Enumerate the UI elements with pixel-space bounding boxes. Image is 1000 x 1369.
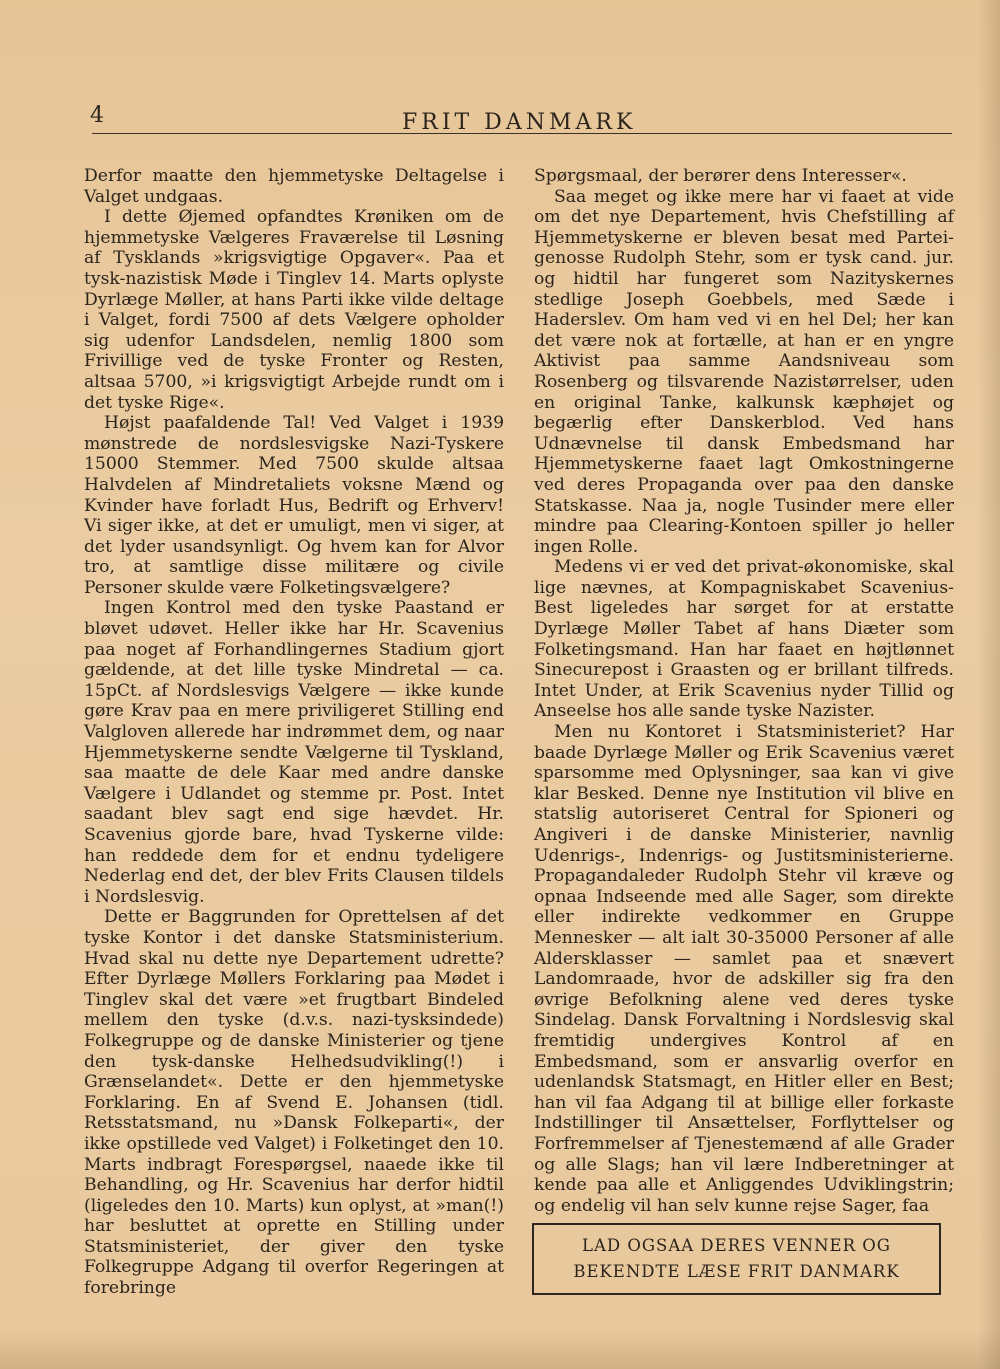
page-number: 4: [90, 103, 104, 128]
masthead-title: FRIT DANMARK: [402, 110, 637, 135]
right-column: [534, 166, 954, 1216]
paragraph: Højst paafaldende Tal! Ved Valget i 1939 mønstrede de nordslesvigske Nazi-Tyskere 15000 Stemmer. Med 7500 skulde altsaa Halvdelen af Mindretaliets voksne Mænd og Kvinder have forladt Hus, Bedrift og Erhverv! Vi siger ikke, at det er umuligt, men vi siger, at det lyder usandsynligt. Og hvem kan for Alvor tro, at samtlige disse militære og civile Personer skulde være Folketingsvælgere?: [84, 413, 504, 598]
paragraph: Spørgsmaal, der berører dens Interesser«.: [534, 166, 907, 186]
notice-line-1: LAD OGSAA DERES VENNER OG: [582, 1236, 891, 1255]
paragraph: Men nu Kontoret i Statsministeriet? Har baade Dyrlæge Møller og Erik Scavenius været sparsomme med Oplysninger, saa kan vi give klar Besked. Denne nye Institution vil blive en statslig autoriseret Central for Spioneri og Angiveri i de danske Ministerier, navnlig Udenrigs-, Indenrigs- og Justitsministerierne. Propagandaleder Rudolph Stehr vil kræve og opnaa Indseende med alle Sager, som direkte eller indirekte vedkommer en Gruppe Mennesker — alt ialt 30-35000 Personer af alle Aldersklasser — samlet paa et snævert Landomraade, hvor de adskiller sig fra den øvrige Befolkning alene ved deres tyske Sindelag. Dansk Forvaltning i Nordslesvig skal fremtidig undergives Kontrol af en Embedsmand, som er ansvarlig overfor en udenlandsk Statsmagt, en Hitler eller en Best; han vil faa Adgang til at billige eller forkaste Indstillinger til Ansættelser, Forflyttelser og Forfremmelser af Tjenestemænd af alle Grader og alle Slags; han vil lære Indberetninger at kende paa alle et Anliggendes Udviklingstrin; og endelig vil han selv kunne rejse Sager, faa: [534, 722, 954, 1216]
page-bottom-shadow: [0, 1329, 1000, 1369]
paragraph: Ingen Kontrol med den tyske Paastand er bløvet udøvet. Heller ikke har Hr. Scavenius paa noget af Forhandlingernes Stadium gjort gældende, at det lille tyske Mindretal — ca. 15pCt. af Nordslesvigs Vælgere — ikke kunde gøre Krav paa en mere priviligeret Stilling end Valgloven allerede har indrømmet dem, og naar Hjemmetyskerne sendte Vælgerne til Tyskland, saa maatte de dele Kaar med andre danske Vælgere i Udlandet og stemme pr. Post. Intet saadant blev sagt end sige hævdet. Hr. Scavenius gjorde bare, hvad Tyskerne vilde: han reddede dem for et endnu tydeligere Nederlag end det, der blev Frits Clausen tildels i Nordslesvig.: [84, 598, 504, 907]
paragraph: I dette Øjemed opfandtes Krøniken om de hjemmetyske Vælgeres Fraværelse til Løsning af Tysklands »krigsvigtige Opgaver«. Paa et tysk-nazistisk Møde i Tinglev 14. Marts oplyste Dyrlæge Møller, at hans Parti ikke vilde deltage i Valget, fordi 7500 af dets Vælgere opholder sig udenfor Landsdelen, nemlig 1800 som Frivillige ved de tyske Fronter og Resten, altsaa 5700, »i krigsvigtigt Arbejde rundt om i det tyske Rige«.: [84, 207, 504, 413]
left-column: [84, 166, 504, 1299]
paragraph: Medens vi er ved det privat-økonomiske, skal lige nævnes, at Kompagniskabet Scavenius-Best ligeledes har sørget for at erstatte Dyrlæge Møller Tabet af hans Diæter som Folketingsmand. Han har faaet en højtlønnet Sinecurepost i Graasten og er brillant tilfreds. Intet Under, at Erik Scavenius nyder Tillid og Anseelse hos alle sande tyske Nazister.: [534, 557, 954, 722]
notice-box: [532, 1223, 941, 1295]
paragraph: Saa meget og ikke mere har vi faaet at vide om det nye Departement, hvis Chefstilling af Hjemmetyskerne er bleven besat med Partei-genosse Rudolph Stehr, som er tysk cand. jur. og hidtil har fungeret som Nazityskernes stedlige Joseph Goebbels, med Sæde i Haderslev. Om ham ved vi en hel Del; her kan det være nok at fortælle, at han er en yngre Aktivist paa samme Aandsniveau som Rosenberg og tilsvarende Nazistørrelser, uden en original Tanke, kalkunsk kæphøjet og begærlig efter Danskerblod. Ved hans Udnævnelse til dansk Embedsmand har Hjemmetyskerne faaet lagt Omkostningerne ved deres Propaganda over paa den danske Statskasse. Naa ja, nogle Tusinder mere eller mindre paa Clearing-Kontoen spiller jo heller ingen Rolle.: [534, 186, 954, 557]
notice-line-2: BEKENDTE LÆSE FRIT DANMARK: [573, 1262, 900, 1281]
header-rule: [92, 133, 952, 134]
page-edge-shadow: [978, 0, 1000, 1369]
paragraph: Derfor maatte den hjemmetyske Deltagelse i Valget undgaas.: [84, 166, 504, 207]
paragraph: Dette er Baggrunden for Oprettelsen af det tyske Kontor i det danske Statsministerium. Hvad skal nu dette nye Departement udrette? Efter Dyrlæge Møllers Forklaring paa Mødet i Tinglev skal det være »et frugtbart Bindeled mellem den tyske (d.v.s. nazi-tysksindede) Folkegruppe og de danske Ministerier og tjene den tysk-danske Helhedsudvikling(!) i Grænselandet«. Dette er den hjemmetyske Forklaring. En af Svend E. Johansen (tidl. Retsstatsmand, nu »Dansk Folkeparti«, der ikke opstillede ved Valget) i Folketinget den 10. Marts indbragt Forespørgsel, naaede ikke til Behandling, og Hr. Scavenius har derfor hidtil (ligeledes den 10. Marts) kun oplyst, at »man(!) har besluttet at oprette en Stilling under Statsministeriet, der giver den tyske Folkegruppe Adgang til overfor Regeringen at forebringe: [84, 907, 504, 1299]
